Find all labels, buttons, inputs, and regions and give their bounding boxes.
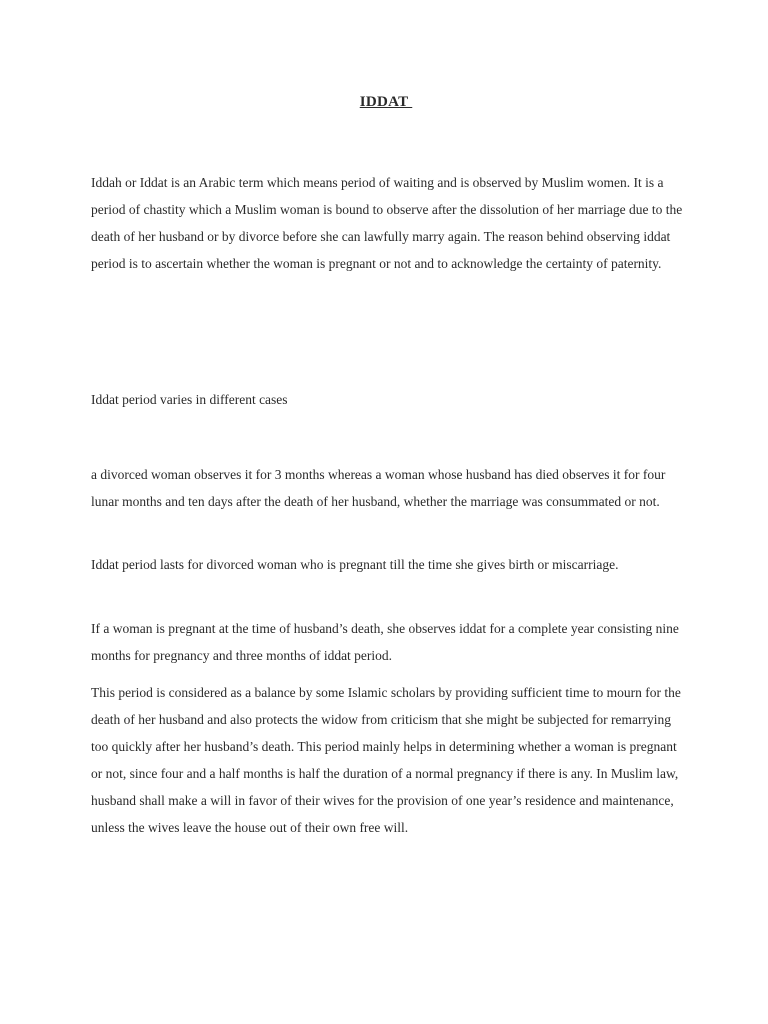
paragraph-balance: This period is considered as a balance by some Islamic scholars by providing sufficient time to mourn for the death of her husband and also protects the widow from criticism that she might be subjected for remarrying too quickly after her husband’s death. This period mainly helps in determining whether a woman is pregnant or not, since four and a half months is half the duration of a normal pregnancy if there is any. In Muslim law, husband shall make a will in favor of their wives for the provision of one year’s residence and maintenance, unless the wives leave the house out of their own free will.	[91, 685, 681, 835]
paragraph-iddat-varies: Iddat period varies in different cases	[91, 392, 288, 407]
document-title: IDDAT	[359, 94, 413, 110]
paragraph-divorced-widow: a divorced woman observes it for 3 months whereas a woman whose husband has died observes it for four lunar months and ten days after the death of her husband, whether the marriage was consummated or not.	[91, 467, 666, 509]
paragraph-pregnant-widow: If a woman is pregnant at the time of husband’s death, she observes iddat for a complete year consisting nine months for pregnancy and three months of iddat period.	[91, 621, 679, 663]
paragraph-definition: Iddah or Iddat is an Arabic term which means period of waiting and is observed by Muslim women. It is a period of chastity which a Muslim woman is bound to observe after the dissolution of her marriage due to the death of her husband or by divorce before she can lawfully marry again. The reason behind observing iddat period is to ascertain whether the woman is pregnant or not and to acknowledge the certainty of paternity.	[91, 175, 683, 271]
paragraph-pregnant-divorced: Iddat period lasts for divorced woman who is pregnant till the time she gives birth or miscarriage.	[91, 557, 619, 572]
